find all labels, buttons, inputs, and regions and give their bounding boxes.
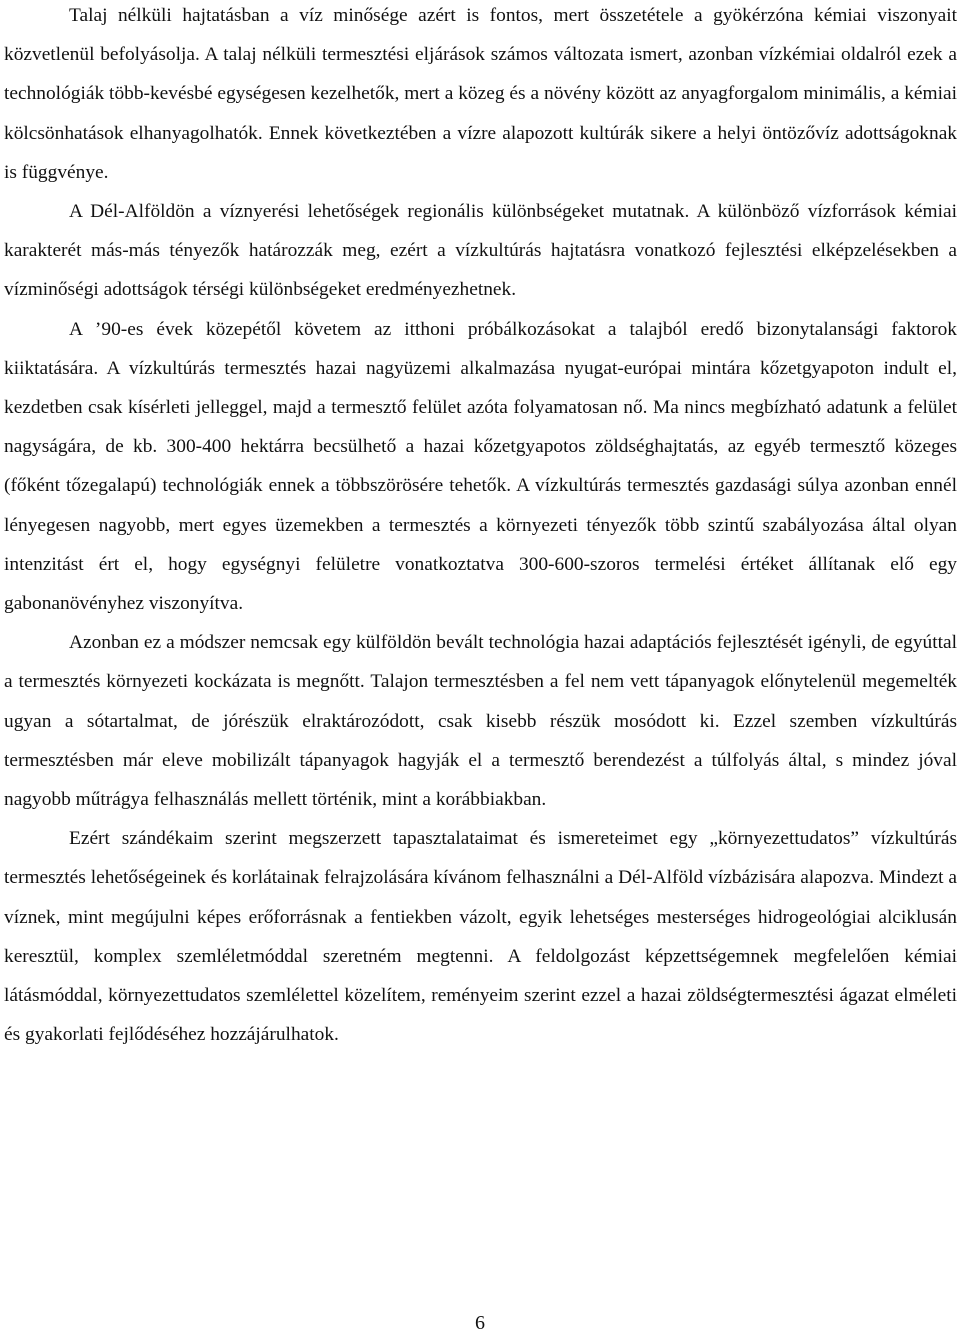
paragraph-regional-differences: A Dél-Alföldön a víznyerési lehetőségek regionális különbségeket mutatnak. A különböző vízforrások kémiai karakterét más-más tényezők határozzák meg, ezért a vízkultúrás hajtatásra vonatkozó fejlesztési elképzelésekben a vízminőségi adottságok térségi különbségeket eredményezhetnek. (4, 201, 957, 301)
paragraph-environmental-risk: Azonban ez a módszer nemcsak egy külföldön bevált technológia hazai adaptációs fejlesztését igényli, de egyúttal a termesztés környezeti kockázata is megnőtt. Talajon termesztésben a fel nem vett tápanyagok előnytelenül megemelték ugyan a sótartalmat, de jórészük elraktározódott, csak kisebb részük mosódott ki. Ezzel szemben vízkultúrás termesztésben már eleve mobilizált tápanyagok hagyják el a termesztő berendezést a túlfolyás által, s mindez jóval nagyobb műtrágya felhasználás mellett történik, mint a korábbiakban. (4, 632, 957, 811)
paragraph-aims: Ezért szándékaim szerint megszerzett tapasztalataimat és ismereteimet egy „környezettudatos” vízkultúrás termesztés lehetőségeinek és korlátainak felrajzolására kívánom felhasználni a Dél-Alföld vízbázisára alapozva. Mindezt a víznek, mint megújulni képes erőforrásnak a fentiekben vázolt, egyik lehetséges mesterséges hidrogeológiai alciklusán keresztül, komplex szemléletmóddal szeretném megtenni. A feldolgozást képzettségemnek megfelelően kémiai látásmóddal, környezettudatos szemlélettel közelítem, reményeim szerint ezzel a hazai zöldségtermesztési ágazat elméleti és gyakorlati fejlődéséhez hozzájárulhatok. (4, 828, 957, 1046)
paragraph-hydroponics-history: A ’90-es évek közepétől követem az itthoni próbálkozásokat a talajból eredő bizonytalansági faktorok kiiktatására. A vízkultúrás termesztés hazai nagyüzemi alkalmazása nyugat-európai mintára kőzetgyapoton indult el, kezdetben csak kísérleti jelleggel, majd a termesztő felület azóta folyamatosan nő. Ma nincs megbízható adatunk a felület nagyságára, de kb. 300-400 hektárra becsülhető a hazai kőzetgyapotos zöldséghajtatás, az egyéb termesztő közeges (főként tőzegalapú) technológiák ennek a többszörösére tehetők. A vízkultúrás termesztés gazdasági súlya azonban ennél lényegesen nagyobb, mert egyes üzemekben a termesztés a környezeti tényezők több szintű szabályozása által olyan intenzitást ért el, hogy egységnyi felületre vonatkoztatva 300-600-szoros termelési értéket állítanak elő egy gabonanövényhez viszonyítva. (4, 318, 957, 615)
paragraph-water-quality: Talaj nélküli hajtatásban a víz minősége azért is fontos, mert összetétele a gyökérzóna kémiai viszonyait közvetlenül befolyásolja. A talaj nélküli termesztési eljárások számos változata ismert, azonban vízkémiai oldalról ezek a technológiák több-kevésbé egységesen kezelhetők, mert a közeg és a növény között az anyagforgalom minimális, a kémiai kölcsönhatások elhanyagolhatók. Ennek következtében a vízre alapozott kultúrák sikere a helyi öntözővíz adottságoknak is függvénye. (4, 5, 957, 183)
document-page (4, 0, 957, 1054)
page-number: 6 (475, 1312, 485, 1334)
